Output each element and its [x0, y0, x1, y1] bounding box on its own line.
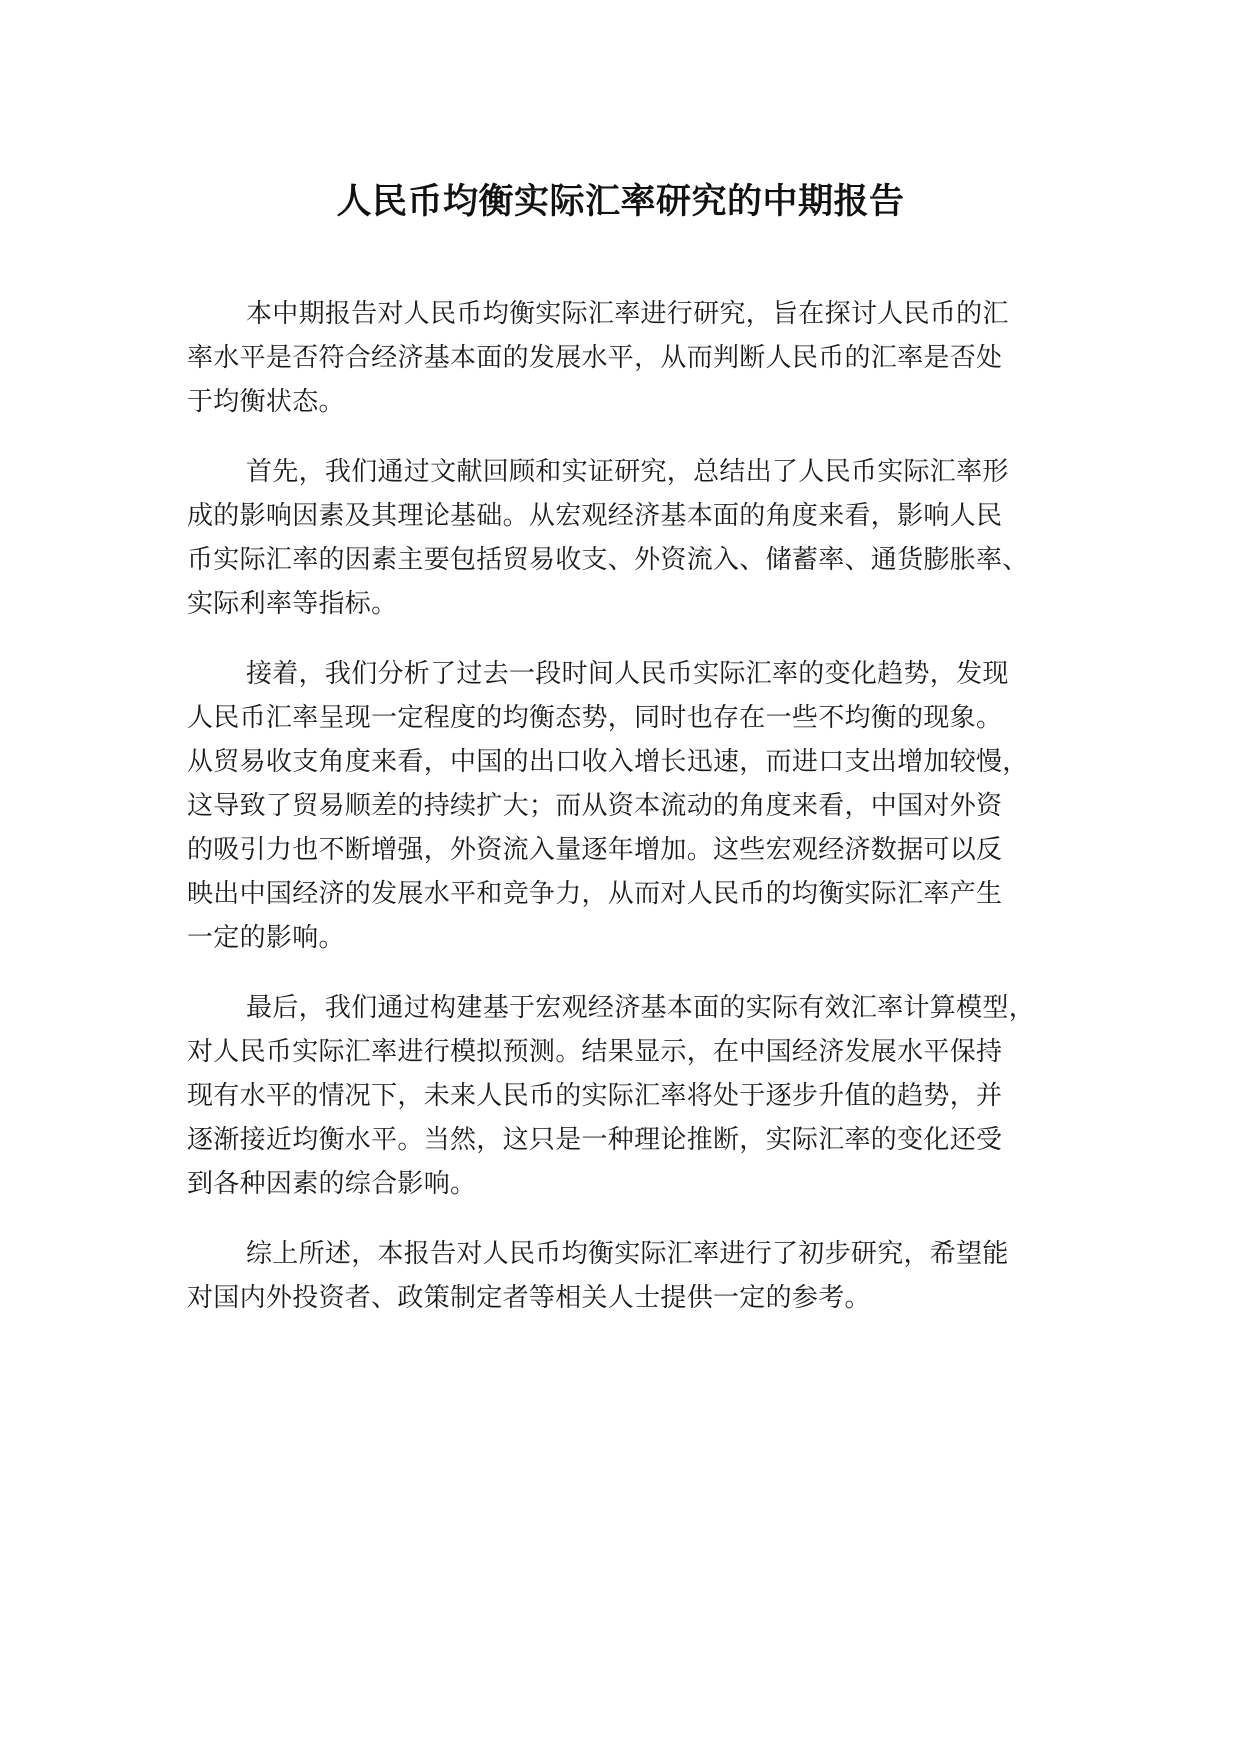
- paragraph-line: 率水平是否符合经济基本面的发展水平，从而判断人民币的汇率是否处: [187, 343, 1003, 373]
- paragraph-line: 综上所述，本报告对人民币均衡实际汇率进行了初步研究，希望能: [246, 1239, 1009, 1269]
- paragraph-line: 最后，我们通过构建基于宏观经济基本面的实际有效汇率计算模型，: [246, 993, 1036, 1023]
- paragraph-line: 成的影响因素及其理论基础。从宏观经济基本面的角度来看，影响人民: [187, 501, 1003, 531]
- document-body: [187, 292, 1092, 1346]
- paragraph-line: 现有水平的情况下，未来人民币的实际汇率将处于逐步升值的趋势，并: [187, 1081, 1003, 1111]
- paragraph-line: 币实际汇率的因素主要包括贸易收支、外资流入、储蓄率、通货膨胀率、: [187, 545, 1029, 575]
- paragraph-finally: [187, 986, 1092, 1206]
- paragraph-line: 接着，我们分析了过去一段时间人民币实际汇率的变化趋势，发现: [246, 659, 1009, 689]
- paragraph-line: 从贸易收支角度来看，中国的出口收入增长迅速，而进口支出增加较慢，: [187, 747, 1029, 777]
- paragraph-first: [187, 450, 1092, 626]
- paragraph-line: 实际利率等指标。: [187, 589, 398, 619]
- paragraph-line: 对国内外投资者、政策制定者等相关人士提供一定的参考。: [187, 1283, 871, 1313]
- paragraph-intro: [187, 292, 1092, 424]
- paragraph-line: 于均衡状态。: [187, 387, 345, 417]
- paragraph-line: 映出中国经济的发展水平和竞争力，从而对人民币的均衡实际汇率产生: [187, 879, 1003, 909]
- paragraph-line: 这导致了贸易顺差的持续扩大；而从资本流动的角度来看，中国对外资: [187, 791, 1003, 821]
- paragraph-line: 对人民币实际汇率进行模拟预测。结果显示，在中国经济发展水平保持: [187, 1037, 1003, 1067]
- paragraph-line: 一定的影响。: [187, 923, 345, 953]
- paragraph-next: [187, 652, 1092, 960]
- paragraph-summary: [187, 1232, 1092, 1320]
- paragraph-line: 的吸引力也不断增强，外资流入量逐年增加。这些宏观经济数据可以反: [187, 835, 1003, 865]
- document-title: 人民币均衡实际汇率研究的中期报告: [336, 182, 905, 222]
- paragraph-line: 逐渐接近均衡水平。当然，这只是一种理论推断，实际汇率的变化还受: [187, 1125, 1003, 1155]
- paragraph-line: 本中期报告对人民币均衡实际汇率进行研究，旨在探讨人民币的汇: [246, 299, 1009, 329]
- paragraph-line: 人民币汇率呈现一定程度的均衡态势，同时也存在一些不均衡的现象。: [187, 703, 1003, 733]
- paragraph-line: 首先，我们通过文献回顾和实证研究，总结出了人民币实际汇率形: [246, 457, 1009, 487]
- paragraph-line: 到各种因素的综合影响。: [187, 1169, 477, 1199]
